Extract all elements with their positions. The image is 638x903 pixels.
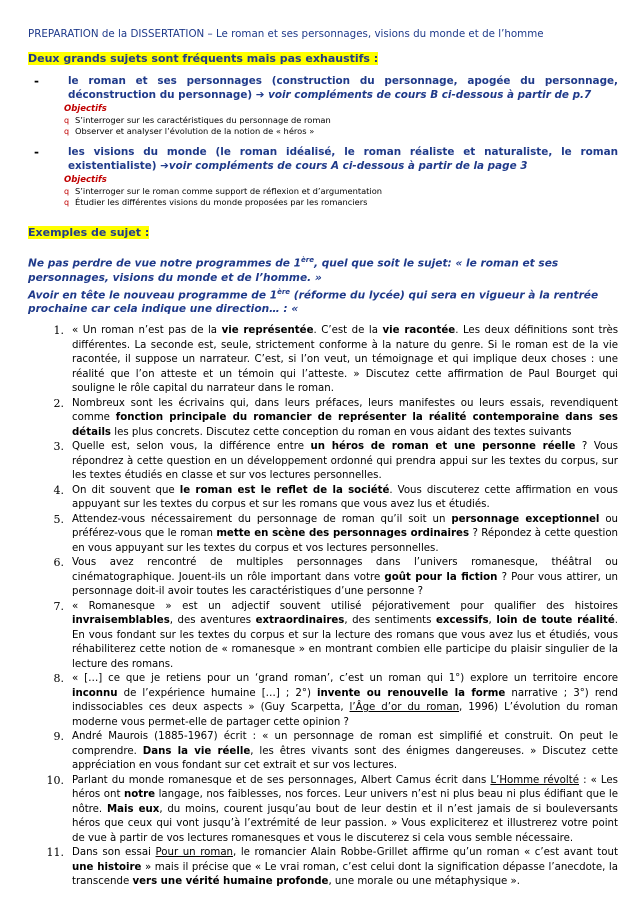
arrow-right-icon: ➔	[160, 160, 169, 172]
item-number: 1.	[53, 324, 64, 338]
item-number: 11.	[46, 846, 64, 860]
subject-item: 7. « Romanesque » est un adjectif souvent utilisé péjorativement pour qualifier des histoires invraisemblables, des aventures extraordinaires, des sentiments excessifs, loin de toute réalité. En vous fondant sur les textes du corpus et sur la lecture des romans que vous avez lus et étudiés, vous réhabiliterez cette notion de « romanesque » en montrant combien elle participe du plaisir singulier de la lecture des romans.	[28, 600, 618, 673]
subject-item: 1. « Un roman n’est pas de la vie représentée. C’est de la vie racontée. Les deux définitions sont très différentes. La seconde est, seule, strictement conforme à la nature du genre. Si le roman est de la vie racontée, il suppose un narrateur. C’est, si l’on veut, un témoignage et qui implique deux choses : une réalité que l’on atteste et un témoin qui l’atteste. » Discutez cette affirmation de Paul Bourget qui souligne le rôle capital du narrateur dans le roman.	[28, 324, 618, 397]
objectifs-block	[64, 175, 618, 208]
item-number: 7.	[53, 599, 64, 613]
square-bullet-icon: q	[64, 127, 70, 136]
item-number: 10.	[46, 773, 64, 787]
item-number: 4.	[53, 483, 64, 497]
sujets-heading: Deux grands sujets sont fréquents mais pas exhaustifs :	[28, 52, 379, 65]
book-title-link: L’Homme révolté	[490, 774, 579, 786]
item-number: 8.	[53, 672, 64, 686]
subject-item: 9. André Maurois (1885-1967) écrit : « un personnage de roman est simplifié et construit. On peut le comprendre. Dans la vie réelle, les êtres vivants sont des énigmes dangereuses. » Discutez cette appréciation en vous fondant sur cet extrait et sur vos lectures.	[28, 730, 618, 774]
objectif-item: q S’interroger sur les caractéristiques du personnage de roman	[64, 115, 331, 125]
exemples-heading: Exemples de sujet :	[28, 226, 150, 239]
arrow-right-icon: ➔	[255, 89, 265, 101]
item-number: 2.	[53, 396, 64, 410]
objectif-item: q S’interroger sur le roman comme support de réflexion et d’argumentation	[64, 186, 383, 196]
book-title-link: Pour un roman	[155, 847, 234, 859]
subject-item: 10. Parlant du monde romanesque et de ses personnages, Albert Camus écrit dans L’Homme révolté : « Les héros ont notre langage, nos faiblesses, nos forces. Leur univers n’est ni plus beau ni plus édifiant que le nôtre. Mais eux, du moins, courent jusqu’au bout de leur destin et il n’est jamais de si bouleversants héros que ceux qui vont jusqu’à l’extrémité de leur passion. » Vous expliciterez et illustrerez votre point de vue à partir de vos lectures romanesques et vous le discuterez si cela vous semble nécessaire.	[28, 774, 618, 847]
objectif-item: q Étudier les différentes visions du monde proposées par les romanciers	[64, 197, 368, 207]
subject-item: 3. Quelle est, selon vous, la différence entre un héros de roman et une personne réelle ? Vous répondrez à cette question en un développement ordonné qui prendra appui sur les textes du corpus, sur les textes étudiés en classe et sur vos lectures personnelles.	[28, 440, 618, 484]
objectifs-block	[64, 104, 618, 137]
grand-sujet-visions	[28, 145, 618, 173]
subject-item: 5. Attendez-vous nécessairement du personnage de roman qu’il soit un personnage exceptionnel ou préférez-vous que le roman mette en scène des personnages ordinaires ? Répondez à cette question en vous appuyant sur les textes du corpus et vos lectures personnelles.	[28, 513, 618, 557]
item-number: 9.	[53, 730, 64, 744]
document-header: PREPARATION de la DISSERTATION – Le roman et ses personnages, visions du monde et de l’homme	[28, 28, 544, 40]
subject-item: 6. Vous avez rencontré de multiples personnages dans l’univers romanesque, théâtral ou cinématographique. Jouent-ils un rôle important dans votre goût pour la fiction ? Pour vous attirer, un personnage doit-il avoir toutes les caractéristiques d’une personne ?	[28, 556, 618, 600]
square-bullet-icon: q	[64, 187, 70, 196]
subject-list	[28, 324, 618, 890]
item-number: 6.	[53, 556, 64, 570]
sujet-text: les visions du monde (le roman idéalisé, le roman réaliste et naturaliste, le roman existentialiste)	[68, 146, 618, 172]
square-bullet-icon: q	[64, 198, 70, 207]
objectif-item: q Observer et analyser l’évolution de la notion de « héros »	[64, 126, 315, 136]
sujet-text: le roman et ses personnages (construction du personnage, apogée du personnage, déconstruction du personnage)	[68, 75, 618, 101]
objectifs-title: Objectifs	[64, 104, 107, 114]
dash-bullet: -	[34, 74, 39, 88]
grand-sujet-personnages	[28, 74, 618, 102]
item-number: 5.	[53, 512, 64, 526]
intro-paragraph: Ne pas perdre de vue notre programmes de 1ère, quel que soit le sujet: « le roman et ses personnages, visions du monde et de l’homme. » Avoir en tête le nouveau programme de 1ère (réforme du lycée) qui sera en vigueur à la rentrée prochaine car cela indique une direction… : «	[28, 256, 599, 316]
dash-bullet: -	[34, 145, 39, 159]
sujet-reference: voir compléments de cours A ci-dessous à partir de la page 3	[168, 160, 528, 172]
sujet-reference: voir compléments de cours B ci-dessous à partir de p.7	[264, 89, 592, 101]
subject-item: 2. Nombreux sont les écrivains qui, dans leurs préfaces, leurs manifestes ou leurs essais, revendiquent comme fonction principale du romancier de représenter la réalité contemporaine dans ses détails les plus concrets. Discutez cette conception du roman en vous aidant des textes suivants	[28, 397, 618, 441]
subject-item: 4. On dit souvent que le roman est le reflet de la société. Vous discuterez cette affirmation en vous appuyant sur les textes du corpus et sur les romans que vous avez lus et étudiés.	[28, 484, 618, 513]
item-number: 3.	[53, 440, 64, 454]
book-title-link: l’Âge d’or du roman	[349, 702, 460, 714]
objectifs-title: Objectifs	[64, 175, 107, 185]
subject-item: 11. Dans son essai Pour un roman, le romancier Alain Robbe-Grillet affirme qu’un roman « c’est avant tout une histoire » mais il précise que « Le vrai roman, c’est celui dont la signification dépasse l’anecdote, la transcende vers une vérité humaine profonde, une morale ou une métaphysique ».	[28, 846, 618, 890]
square-bullet-icon: q	[64, 116, 70, 125]
subject-item: 8. « […] ce que je retiens pour un ‘grand roman’, c’est un roman qui 1°) explore un territoire encore inconnu de l’expérience humaine […] ; 2°) invente ou renouvelle la forme narrative ; 3°) rend indissociables ces deux aspects » (Guy Scarpetta, l’Âge d’or du roman, 1996) L’évolution du roman moderne vous permet-elle de partager cette opinion ?	[28, 672, 618, 730]
